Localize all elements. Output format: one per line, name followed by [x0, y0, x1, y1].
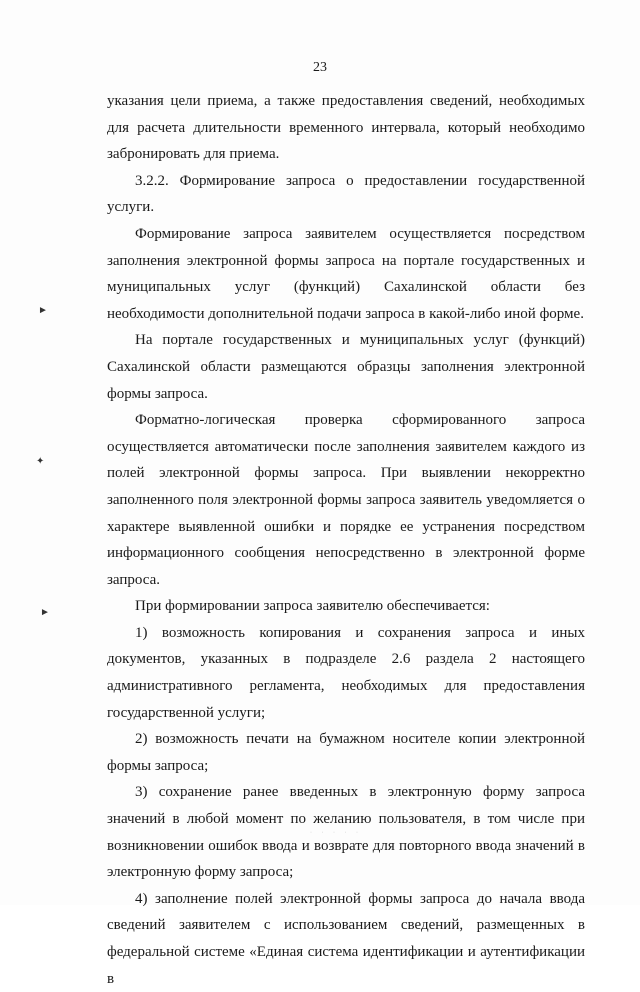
paragraph-5: При формировании запроса заявителю обеспечивается: [135, 598, 490, 615]
paragraph-2: Формирование запроса заявителем осуществляется посредством заполнения электронной формы запроса на портале государственных и муниципальных услуг (функций) Сахалинской области без необходимости дополнительной подачи запроса в какой-либо иной форме. [107, 225, 585, 322]
page-number: 23 [313, 60, 327, 75]
paragraph-4: Форматно-логическая проверка сформированного запроса осуществляется автоматически после заполнения заявителем каждого из полей электронной формы запроса. При выявлении некорректно заполненного поля электронной формы запроса заявитель уведомляется о характере выявленной ошибки и порядке ее устранения посредством информационного сообщения непосредственно в электронной форме запроса. [107, 412, 585, 588]
scan-mark: ► [40, 607, 50, 618]
list-item-2: 2) возможность печати на бумажном носителе копии электронной формы запроса; [107, 731, 585, 774]
scan-speckles: · · · · · [310, 830, 362, 836]
paragraph-1: указания цели приема, а также предоставления сведений, необходимых для расчета длительности временного интервала, который необходимо забронировать для приема. [107, 93, 585, 163]
list-item-1: 1) возможность копирования и сохранения запроса и иных документов, указанных в подразделе 2.6 раздела 2 настоящего административного регламента, необходимых для предоставления государственной услуги; [107, 624, 585, 721]
scan-mark: ► [38, 305, 48, 316]
scan-mark: ✦ [36, 456, 45, 467]
list-item-3: 3) сохранение ранее введенных в электронную форму запроса значений в любой момент по желанию пользователя, в том числе при возникновении ошибок ввода и возврате для повторного ввода значений в электронную форму запроса; [107, 784, 585, 881]
paragraph-3: На портале государственных и муниципальных услуг (функций) Сахалинской области размещаются образцы заполнения электронной формы запроса. [107, 332, 585, 402]
section-heading: 3.2.2. Формирование запроса о предоставлении государственной услуги. [107, 172, 585, 216]
document-body [107, 88, 585, 992]
list-item-4: 4) заполнение полей электронной формы запроса до начала ввода сведений заявителем с использованием сведений, размещенных в федеральной системе «Единая система идентификации и аутентификации в [107, 890, 585, 987]
